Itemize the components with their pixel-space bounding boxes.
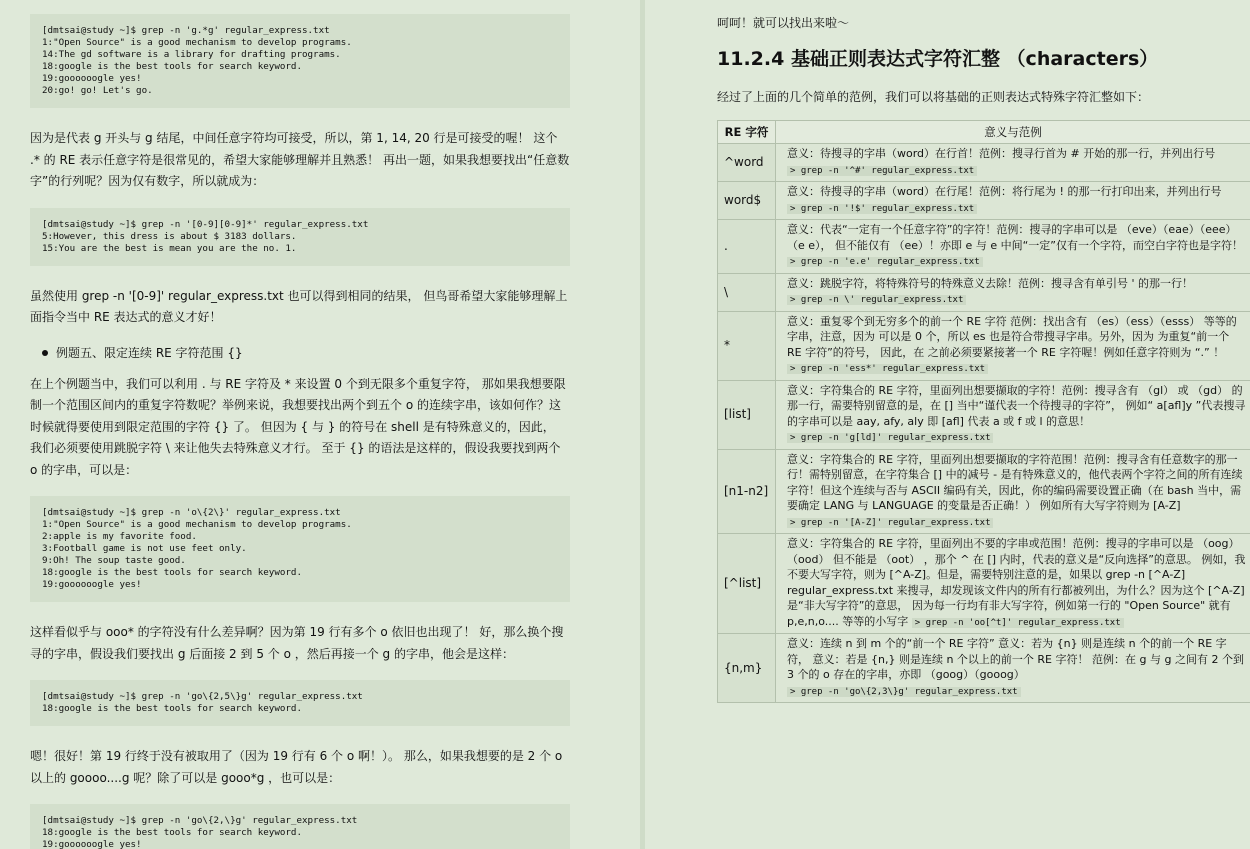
section-number: 11.2.4 bbox=[717, 48, 785, 70]
characters-table bbox=[717, 120, 1250, 703]
table-row bbox=[718, 220, 1250, 274]
table-row bbox=[718, 449, 1250, 534]
code-block-2: [dmtsai@study ~]$ grep -n '[0-9][0-9]*' regular_express.txt 5:However, this dress is about $ 3183 dollars. 15:You are the best is mean you are the no. 1. bbox=[30, 208, 570, 266]
row-description-text: 意义：字符集合的 RE 字符，里面列出不要的字串或范围！范例：搜寻的字串可以是 （oog） （ood） 但不能是 （oot） ，那个 ^ 在 [] 内时，代表的意义是“反向选择”的意思。 例如，我不要大写字符，则为 [^A-Z]。但是，需要特别注意的是，如果以 grep -n [^A-Z] regular_express.txt 来搜寻，却发现该文件内的所有行都被列出，为什么？因为这个 [^A-Z] 是“非大写字符”的意思， 因为每一行均有非大写字符，例如第一行的 "Open Source" 就有 p,e,n,o.... 等等的小写字 bbox=[787, 537, 1246, 628]
bullet-dot-icon bbox=[42, 350, 48, 356]
row-description bbox=[776, 449, 1250, 534]
code-block-1: [dmtsai@study ~]$ grep -n 'g.*g' regular_express.txt 1:"Open Source" is a good mechanism to develop programs. 14:The gd software is a library for drafting programs. 18:google is the best tools for search keyword. 19:goooooogle yes! 20:go! go! Let's go. bbox=[30, 14, 570, 108]
row-description-text: 意义：重复零个到无穷多个的前一个 RE 字符 范例：找出含有 （es）（ess）（esss） 等等的字串，注意，因为 可以是 0 个，所以 es 也是符合带搜寻字串。另外，因为 为重复“前一个 RE 字符”的符号， 因此，在 之前必须要紧接著一个 RE 字符喔！例如任意字符则为 “.” ！ bbox=[787, 314, 1237, 359]
table-row bbox=[718, 182, 1250, 220]
table-body bbox=[718, 144, 1250, 703]
code-block-5: [dmtsai@study ~]$ grep -n 'go\{2,\}g' regular_express.txt 18:google is the best tools for search keyword. 19:goooooogle yes! bbox=[30, 804, 570, 849]
row-char: [list] bbox=[718, 380, 776, 449]
table-row bbox=[718, 380, 1250, 449]
row-command: > grep -n 'e.e' regular_express.txt bbox=[787, 257, 983, 267]
top-line: 呵呵！就可以找出来啦～ bbox=[717, 16, 850, 30]
row-char: [^list] bbox=[718, 534, 776, 634]
row-char: [n1-n2] bbox=[718, 449, 776, 534]
paragraph-1: 因为是代表 g 开头与 g 结尾，中间任意字符均可接受，所以，第 1, 14, 20 行是可接受的喔！ 这个 .* 的 RE 表示任意字符是很常见的，希望大家能够理解并且熟悉！ 再出一题，如果我想要找出“任意数字”的行列呢？因为仅有数字，所以就成为： bbox=[30, 131, 570, 188]
column-header-meaning: 意义与范例 bbox=[776, 121, 1250, 144]
bullet-item bbox=[30, 344, 570, 362]
intro-text: 经过了上面的几个简单的范例，我们可以将基础的正则表达式特殊字符汇整如下： bbox=[717, 90, 1150, 104]
row-char: * bbox=[718, 311, 776, 380]
row-description bbox=[776, 634, 1250, 703]
section-title: 基础正则表达式字符汇整 （characters） bbox=[784, 48, 1159, 70]
row-description bbox=[776, 273, 1250, 311]
row-command: > grep -n '^#' regular_express.txt bbox=[787, 166, 977, 176]
table-row bbox=[718, 273, 1250, 311]
bullet-text: 例题五、限定连续 RE 字符范围 {} bbox=[56, 345, 243, 360]
row-command: > grep -n 'go\{2,3\}g' regular_express.txt bbox=[787, 687, 1021, 697]
row-command: > grep -n 'g[ld]' regular_express.txt bbox=[787, 433, 993, 443]
row-char: {n,m} bbox=[718, 634, 776, 703]
row-description bbox=[776, 182, 1250, 220]
paragraph-2: 虽然使用 grep -n '[0-9]' regular_express.txt 也可以得到相同的结果， 但鸟哥希望大家能够理解上面指令当中 RE 表达式的意义才好！ bbox=[30, 288, 568, 324]
row-command: > grep -n '[A-Z]' regular_express.txt bbox=[787, 518, 993, 528]
row-description-text: 意义：连续 n 到 m 个的“前一个 RE 字符” 意义：若为 {n} 则是连续 n 个的前一个 RE 字符， 意义：若是 {n,} 则是连续 n 个以上的前一个 RE 字符！ 范例：在 g 与 g 之间有 2 个到 3 个的 o 存在的字串，亦即 （goog）（gooog） bbox=[787, 637, 1244, 681]
row-description-text: 意义：待搜寻的字串（word）在行尾！范例：将行尾为 ! 的那一行打印出来，并列出行号 bbox=[787, 185, 1222, 198]
section-heading bbox=[717, 46, 1250, 72]
row-char: \ bbox=[718, 273, 776, 311]
row-command: > grep -n '!$' regular_express.txt bbox=[787, 204, 977, 214]
right-page bbox=[645, 0, 1250, 849]
row-command: > grep -n \' regular_express.txt bbox=[787, 295, 966, 305]
table-row bbox=[718, 144, 1250, 182]
row-char: word$ bbox=[718, 182, 776, 220]
paragraph-3: 在上个例题当中，我们可以利用 . 与 RE 字符及 * 来设置 0 个到无限多个重复字符， 那如果我想要限制一个范围区间内的重复字符数呢？举例来说，我想要找出两个到五个 o 的连续字串，该如何作？这时候就得要使用到限定范围的字符 {} 了。 但因为 { 与 } 的符号在 shell 是有特殊意义的，因此， 我们必须要使用跳脱字符 \ 来让他失去特殊意义才行。 至于 {} 的语法是这样的，假设我要找到两个 o 的字串，可以是： bbox=[30, 376, 566, 477]
row-description-text: 意义：跳脱字符，将特殊符号的特殊意义去除！范例：搜寻含有单引号 ' 的那一行！ bbox=[787, 276, 1194, 290]
row-description-text: 意义：待搜寻的字串（word）在行首！范例：搜寻行首为 # 开始的那一行，并列出行号 bbox=[787, 147, 1216, 160]
row-description-text: 意义：字符集合的 RE 字符，里面列出想要撷取的字符！范例：搜寻含有 （gl） 或 （gd） 的那一行，需要特别留意的是，在 [] 当中“谨代表一个待搜寻的字符”， 例如“ a[afl]y ”代表搜寻的字串可以是 aay, afy, aly 即 [afl] 代表 a 或 f 或 l 的意思！ bbox=[787, 383, 1246, 428]
paragraph-4: 这样看似乎与 ooo* 的字符没有什么差异啊？因为第 19 行有多个 o 依旧也出现了！ 好，那么换个搜寻的字串，假设我们要找出 g 后面接 2 到 5 个 o ，然后再接一个 g 的字串，他会是这样： bbox=[30, 625, 564, 661]
row-char: . bbox=[718, 220, 776, 274]
row-char: ^word bbox=[718, 144, 776, 182]
table-row bbox=[718, 634, 1250, 703]
row-description-text: 意义：代表“一定有一个任意字符”的字符！范例：搜寻的字串可以是 （eve）（eae）（eee）（e e）， 但不能仅有 （ee）！亦即 e 与 e 中间“一定”仅有一个字符，而空白字符也是字符！ bbox=[787, 223, 1243, 252]
row-description bbox=[776, 220, 1250, 274]
table-row bbox=[718, 534, 1250, 634]
row-description bbox=[776, 534, 1250, 634]
row-description bbox=[776, 380, 1250, 449]
paragraph-5: 嗯！很好！第 19 行终于没有被取用了（因为 19 行有 6 个 o 啊！）。 那么，如果我想要的是 2 个 o 以上的 goooo....g 呢？除了可以是 gooo*g ，也可以是： bbox=[30, 749, 563, 785]
row-description-text: 意义：字符集合的 RE 字符，里面列出想要撷取的字符范围！范例：搜寻含有任意数字的那一行！需特别留意，在字符集合 [] 中的减号 - 是有特殊意义的，他代表两个字符之间的所有连续字符！但这个连续与否与 ASCII 编码有关，因此，你的编码需要设置正确（在 bash 当中，需要确定 LANG 与 LANGUAGE 的变量是否正确！） 例如所有大写字符则为 [A-Z] bbox=[787, 452, 1243, 512]
row-description bbox=[776, 311, 1250, 380]
table-row bbox=[718, 311, 1250, 380]
code-block-4: [dmtsai@study ~]$ grep -n 'go\{2,5\}g' regular_express.txt 18:google is the best tools for search keyword. bbox=[30, 680, 570, 726]
code-block-3: [dmtsai@study ~]$ grep -n 'o\{2\}' regular_express.txt 1:"Open Source" is a good mechanism to develop programs. 2:apple is my favorite food. 3:Football game is not use feet only. 9:Oh! The soup taste good. 18:google is the best tools for search keyword. 19:goooooogle yes! bbox=[30, 496, 570, 602]
row-command: > grep -n 'oo[^t]' regular_express.txt bbox=[912, 618, 1124, 628]
row-description bbox=[776, 144, 1250, 182]
row-command: > grep -n 'ess*' regular_express.txt bbox=[787, 364, 988, 374]
column-header-re-char: RE 字符 bbox=[718, 121, 776, 144]
table-header-row bbox=[718, 121, 1250, 144]
